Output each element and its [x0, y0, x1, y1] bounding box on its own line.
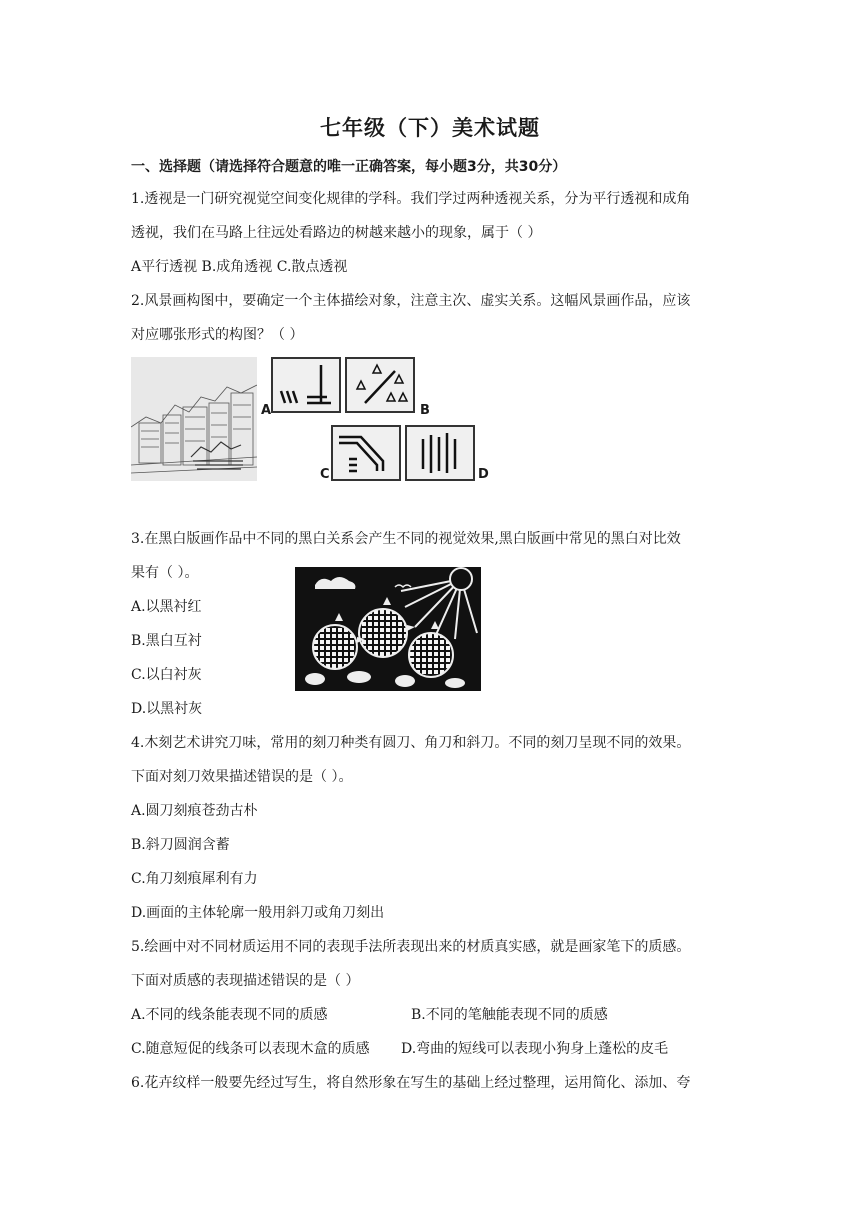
- composition-option-a: [271, 357, 341, 413]
- q4-text-line2: 下面对刻刀效果描述错误的是（ ）。: [131, 769, 353, 785]
- woodcut-sunflower-image: [295, 567, 481, 691]
- q3-text-line1: 3.在黑白版画作品中不同的黑白关系会产生不同的视觉效果,黑白版画中常见的黑白对比效: [131, 531, 681, 547]
- composition-label-c: C: [320, 467, 330, 482]
- q5-option-a: A.不同的线条能表现不同的质感: [131, 1007, 328, 1023]
- composition-label-a: A: [261, 403, 272, 418]
- section-heading: 一、选择题（请选择符合题意的唯一正确答案，每小题3分，共30分）: [131, 159, 567, 175]
- composition-option-b: [345, 357, 415, 413]
- q4-option-b: B.斜刀圆润含蓄: [131, 837, 230, 853]
- q5-option-c: C.随意短促的线条可以表现木盒的质感: [131, 1041, 370, 1057]
- q4-text-line1: 4.木刻艺术讲究刀味，常用的刻刀种类有圆刀、角刀和斜刀。不同的刻刀呈现不同的效果。: [131, 735, 691, 751]
- composition-option-d: [405, 425, 475, 481]
- q1-text-line1: 1.透视是一门研究视觉空间变化规律的学科。我们学过两种透视关系，分为平行透视和成角: [131, 191, 691, 207]
- q1-options: A平行透视 B.成角透视 C.散点透视: [131, 259, 348, 275]
- landscape-sketch-image: [131, 357, 257, 481]
- q4-option-a: A.圆刀刻痕苍劲古朴: [131, 803, 258, 819]
- q5-text-line1: 5.绘画中对不同材质运用不同的表现手法所表现出来的材质真实感，就是画家笔下的质感。: [131, 939, 691, 955]
- q5-option-d: D.弯曲的短线可以表现小狗身上蓬松的皮毛: [401, 1041, 669, 1057]
- q1-text-line2: 透视，我们在马路上往远处看路边的树越来越小的现象，属于（ ）: [131, 225, 542, 241]
- page-title: 七年级（下）美术试题: [320, 116, 540, 140]
- q3-option-c: C.以白衬灰: [131, 667, 202, 683]
- composition-label-b: B: [420, 403, 430, 418]
- q3-option-a: A.以黑衬红: [131, 599, 202, 615]
- q5-option-b: B.不同的笔触能表现不同的质感: [411, 1007, 608, 1023]
- composition-label-d: D: [478, 467, 489, 482]
- q6-text-line1: 6.花卉纹样一般要先经过写生，将自然形象在写生的基础上经过整理，运用简化、添加、夸: [131, 1075, 691, 1091]
- q3-option-b: B.黑白互衬: [131, 633, 202, 649]
- q4-option-d: D.画面的主体轮廓一般用斜刀或角刀刻出: [131, 905, 385, 921]
- q2-text-line2: 对应哪张形式的构图？（ ）: [131, 327, 304, 343]
- q5-text-line2: 下面对质感的表现描述错误的是（ ）: [131, 973, 360, 989]
- q2-text-line1: 2.风景画构图中，要确定一个主体描绘对象，注意主次、虚实关系。这幅风景画作品，应该: [131, 293, 691, 309]
- composition-option-c: [331, 425, 401, 481]
- q3-option-d: D.以黑衬灰: [131, 701, 203, 717]
- q3-text-line2: 果有（ ）。: [131, 565, 199, 581]
- q4-option-c: C.角刀刻痕犀利有力: [131, 871, 258, 887]
